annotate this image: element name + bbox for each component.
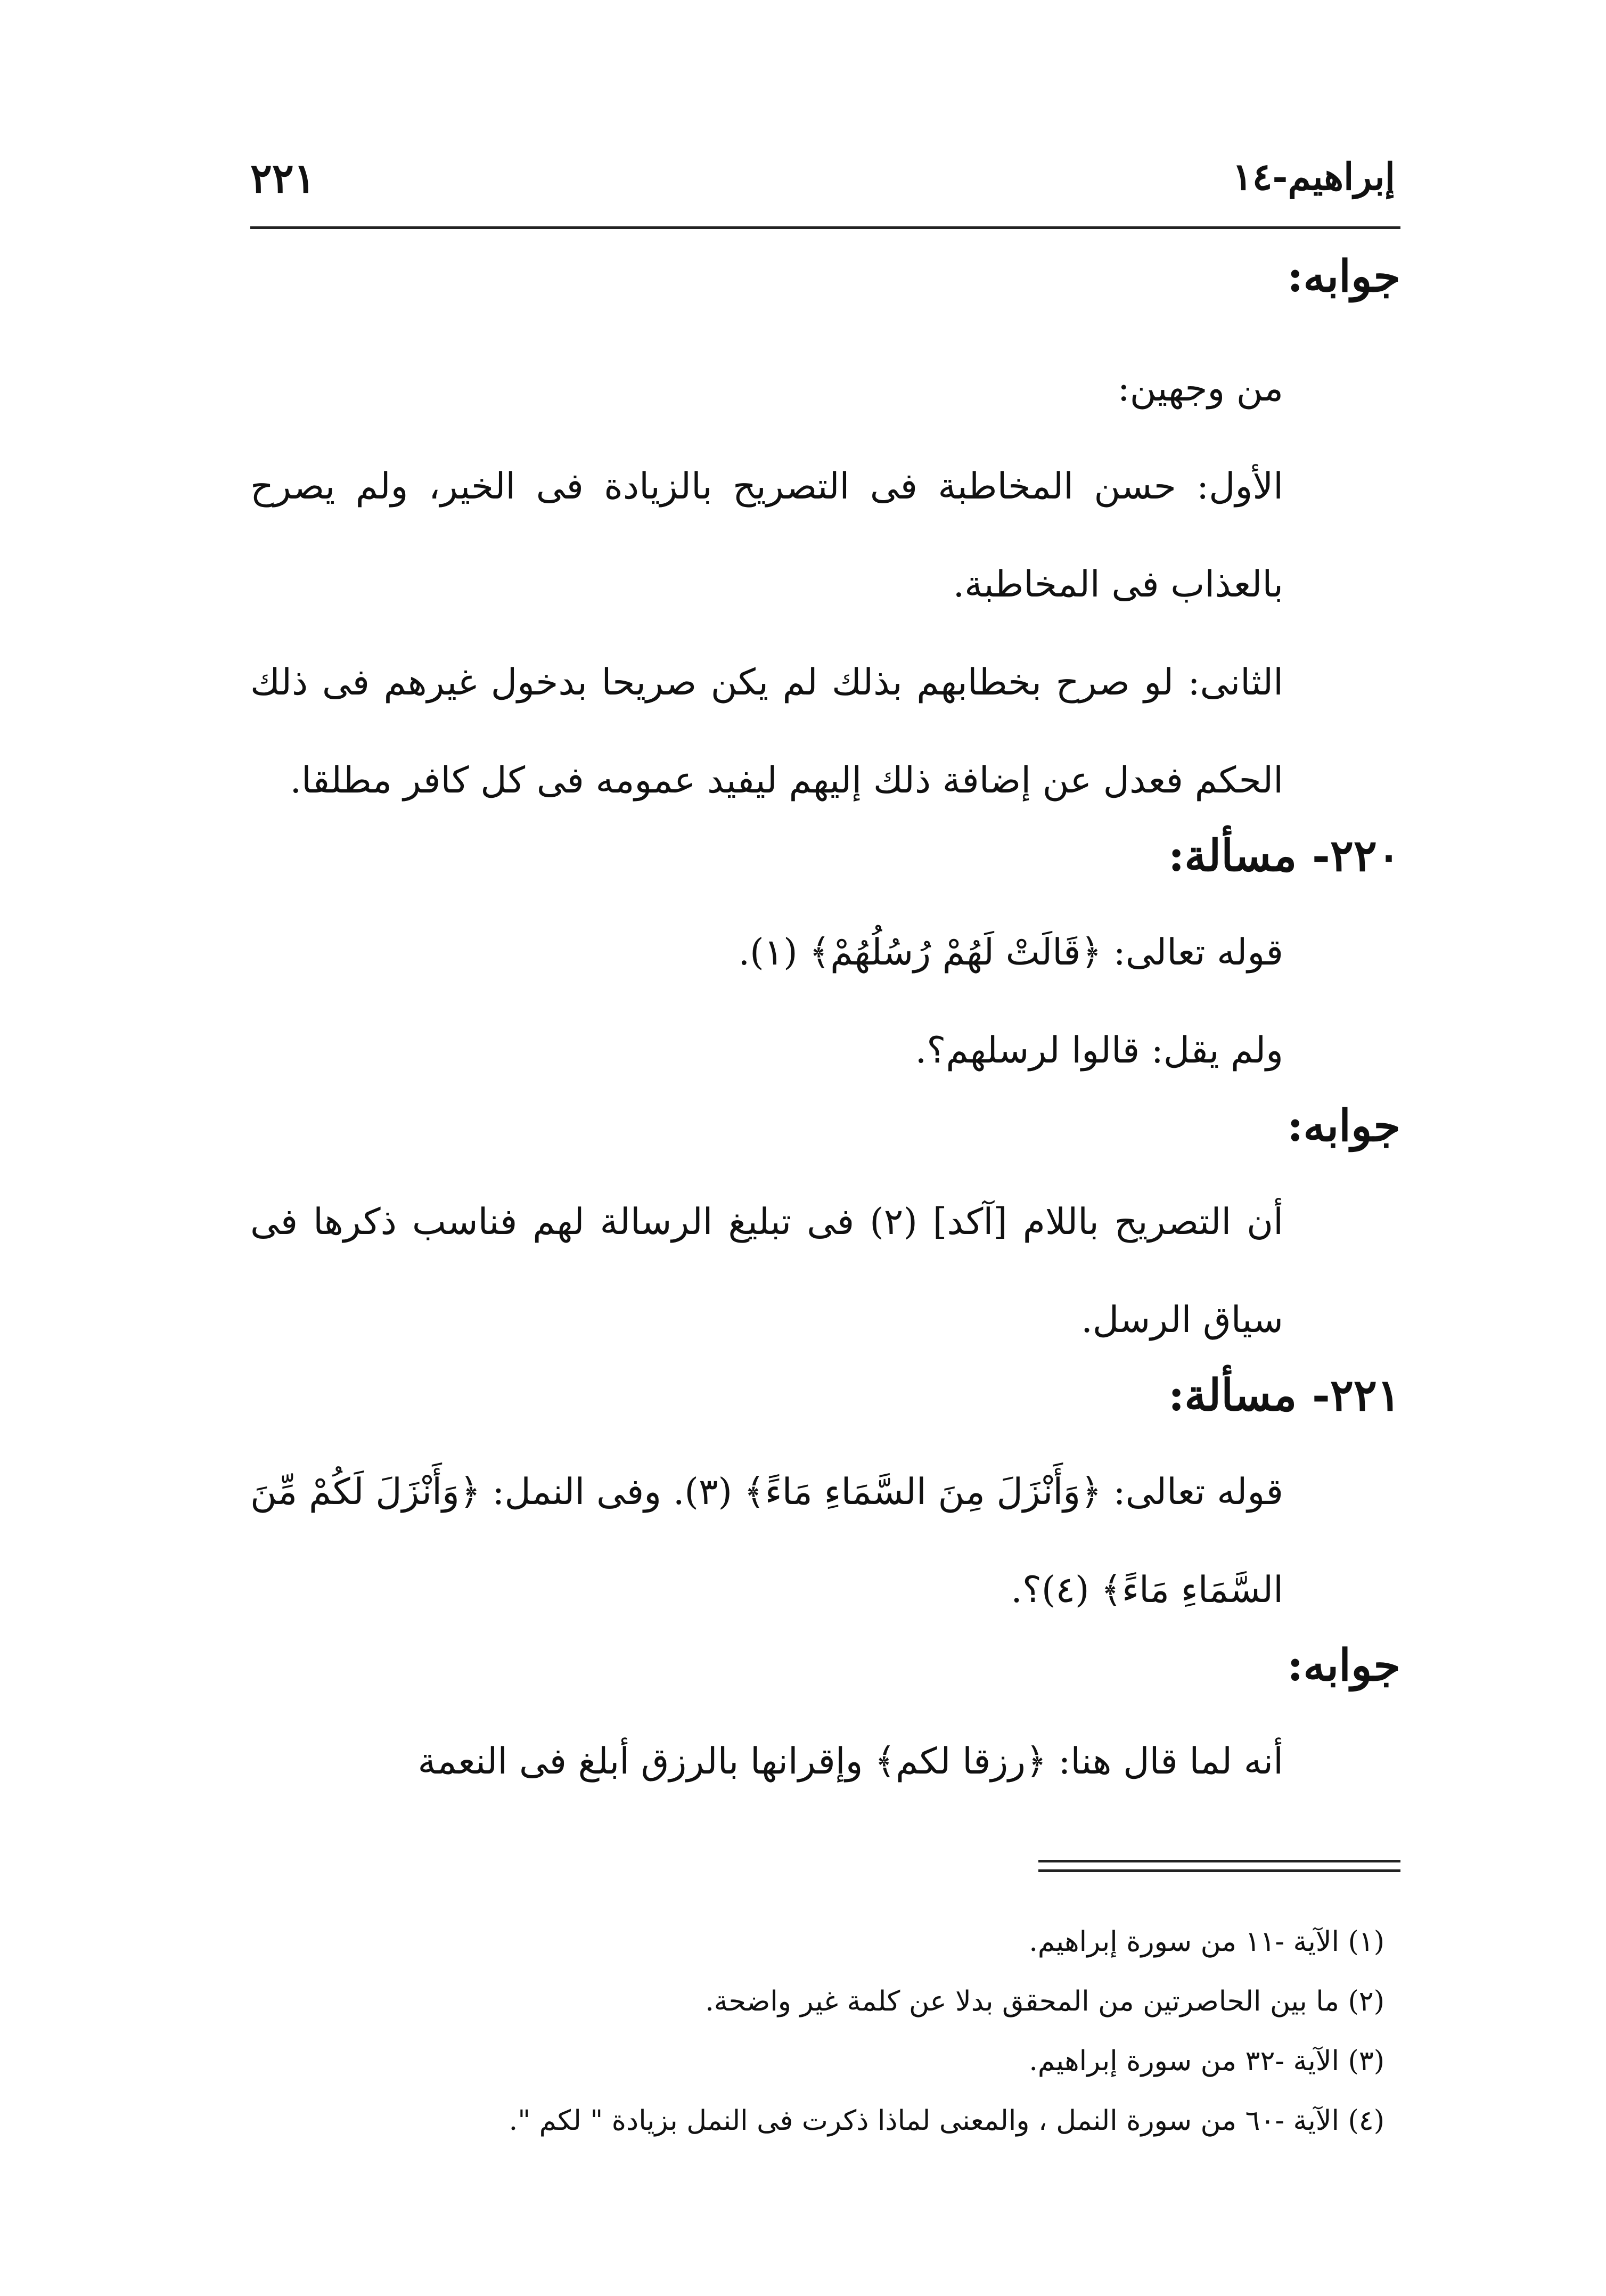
footnote-rule	[1038, 1860, 1400, 1862]
footnote: (١) الآية -١١ من سورة إبراهيم.	[1029, 1926, 1384, 1958]
page-number: ٢٢١	[250, 154, 316, 202]
paragraph: ولم يقل: قالوا لرسلهم؟.	[915, 1029, 1283, 1072]
answer-heading: جوابه:	[1287, 1100, 1400, 1151]
header-rule	[250, 226, 1400, 229]
footnotes	[250, 1912, 1400, 2151]
footnote-rule	[1038, 1869, 1400, 1872]
main-text	[250, 250, 1400, 1811]
footnote: (٢) ما بين الحاصرتين من المحقق بدلا عن كلمة غير واضحة.	[705, 1985, 1384, 2017]
page-header	[250, 144, 1395, 224]
paragraph: قوله تعالى: ﴿وَأَنْزَلَ مِنَ السَّمَاءِ مَاءً﴾ (٣). وفى النمل: ﴿وَأَنْزَلَ لَكُمْ مِّنَ السَّمَاءِ مَاءً﴾ (٤)؟.	[250, 1470, 1284, 1611]
paragraph: أن التصريح باللام [آكد] (٢) فى تبليغ الرسالة لهم فناسب ذكرها فى سياق الرسل.	[250, 1201, 1283, 1342]
footnote: (٣) الآية -٣٢ من سورة إبراهيم.	[1029, 2045, 1384, 2077]
paragraph: الثانى: لو صرح بخطابهم بذلك لم يكن صريحا بدخول غيرهم فى ذلك الحكم فعدل عن إضافة ذلك إليهم ليفيد عمومه فى كل كافر مطلقا.	[250, 661, 1283, 802]
paragraph: الأول: حسن المخاطبة فى التصريح بالزيادة فى الخير، ولم يصرح بالعذاب فى المخاطبة.	[250, 465, 1283, 606]
running-head: إبراهيم-١٤	[1232, 154, 1395, 199]
question-heading: ٢٢٠- مسألة:	[1168, 830, 1400, 882]
paragraph: قوله تعالى: ﴿قَالَتْ لَهُمْ رُسُلُهُمْ﴾ (١).	[738, 931, 1283, 974]
answer-heading: جوابه:	[1287, 251, 1400, 302]
answer-heading: جوابه:	[1287, 1639, 1400, 1691]
paragraph: أنه لما قال هنا: ﴿رزقا لكم﴾ وإقرانها بالرزق أبلغ فى النعمة	[417, 1740, 1283, 1783]
paragraph: من وجهين:	[1117, 367, 1283, 410]
footnote: (٤) الآية -٦٠ من سورة النمل ، والمعنى لماذا ذكرت فى النمل بزيادة " لكم ".	[509, 2105, 1384, 2137]
question-heading: ٢٢١- مسألة:	[1168, 1370, 1400, 1421]
